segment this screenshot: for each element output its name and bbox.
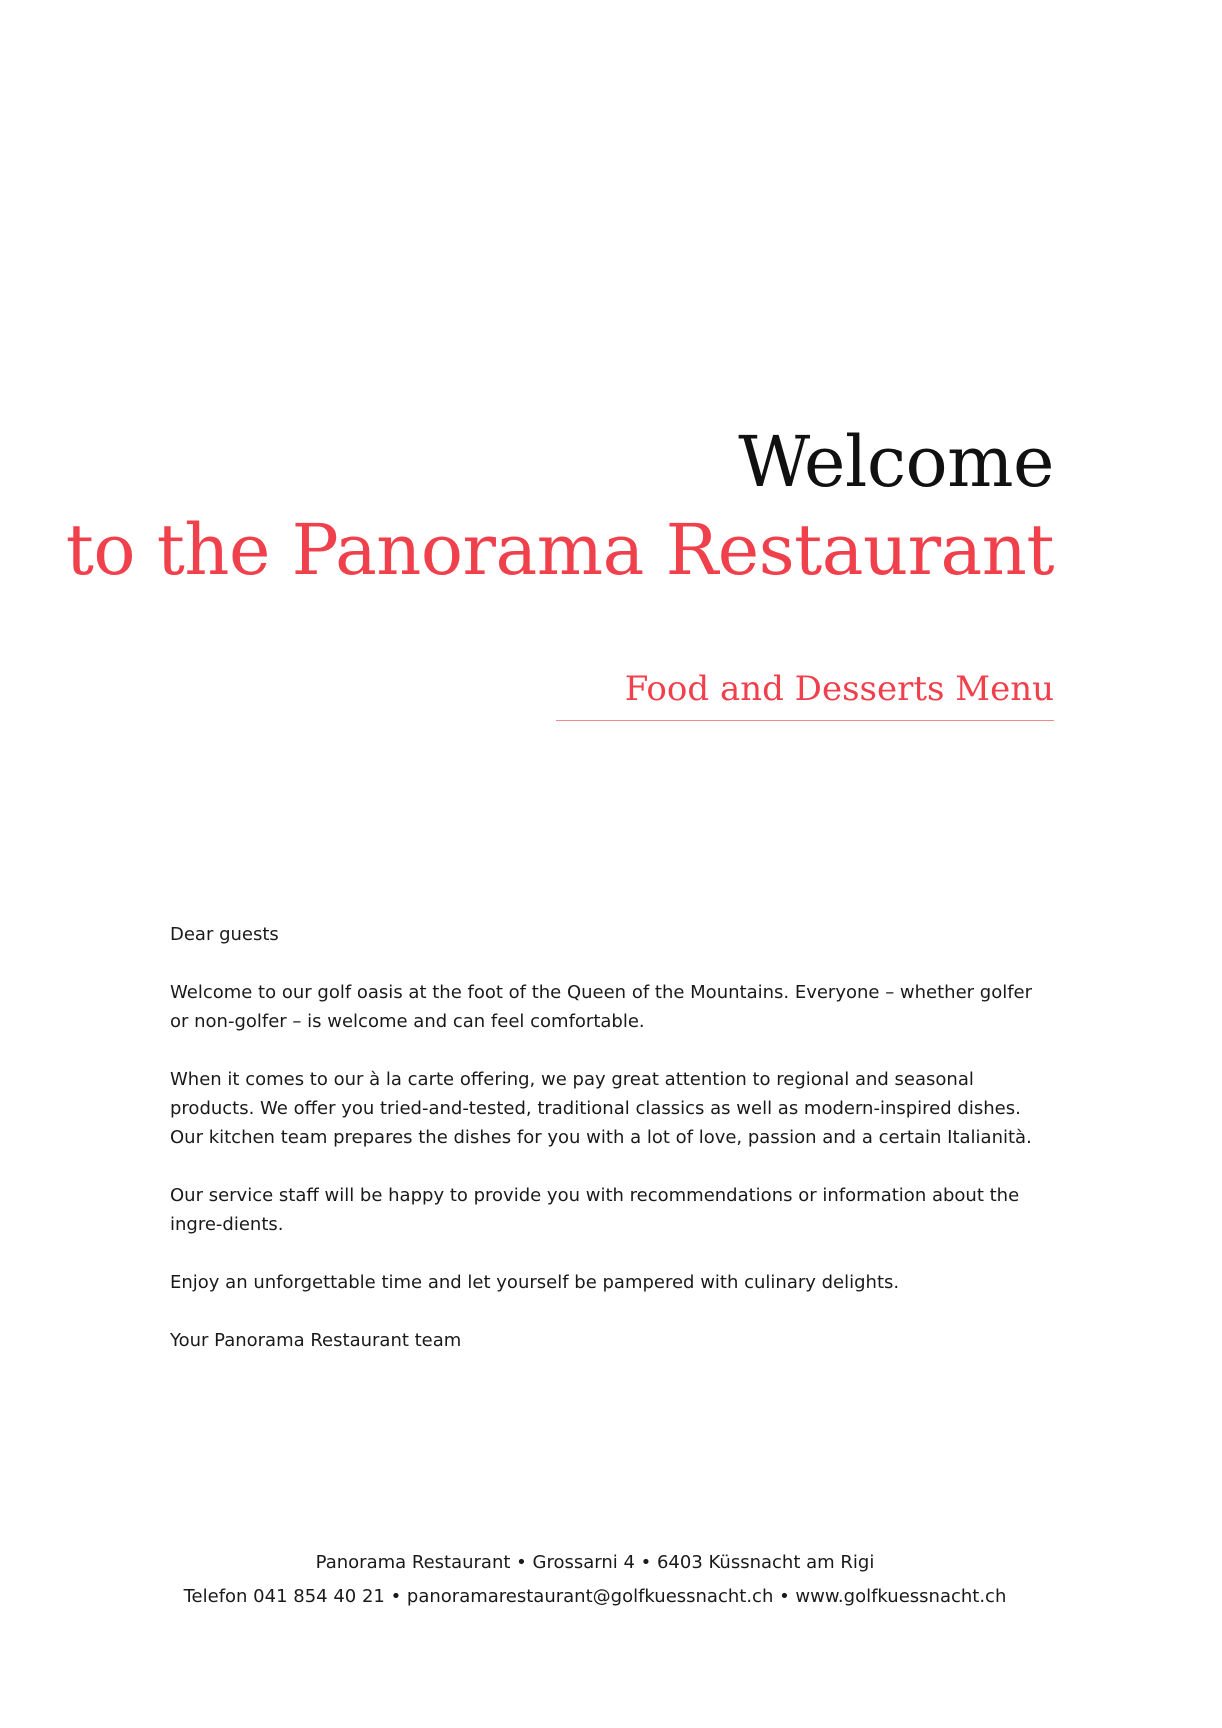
footer-contact: Telefon 041 854 40 21 • panoramarestaurant@golfkuessnacht.ch • www.golfkuessnacht.ch — [183, 1586, 1007, 1607]
letter-paragraph-3: Our service staff will be happy to provide you with recommendations or information about the ingre-dients. — [170, 1185, 1020, 1235]
letter-salutation: Dear guests — [170, 924, 279, 945]
letter-signoff: Your Panorama Restaurant team — [170, 1330, 462, 1351]
subtitle-divider — [556, 720, 1054, 721]
letter-paragraph-2: When it comes to our à la carte offering, we pay great attention to regional and seasonal products. We offer you tried-and-tested, traditional classics as well as modern-inspired dishes. Our kitchen team prepares the dishes for you with a lot of love, passion and a certain Italianità. — [170, 1069, 1032, 1148]
letter-paragraph-4: Enjoy an unforgettable time and let yourself be pampered with culinary delights. — [170, 1272, 900, 1293]
contact-footer — [0, 1546, 1190, 1614]
title-welcome: Welcome — [738, 421, 1054, 503]
welcome-letter — [170, 920, 1040, 1384]
title-restaurant-name: to the Panorama Restaurant — [65, 509, 1054, 591]
letter-paragraph-1: Welcome to our golf oasis at the foot of the Queen of the Mountains. Everyone – whether golfer or non-golfer – is welcome and can feel comfortable. — [170, 982, 1033, 1032]
menu-subtitle: Food and Desserts Menu — [624, 669, 1054, 709]
footer-address: Panorama Restaurant • Grossarni 4 • 6403 Küssnacht am Rigi — [315, 1552, 875, 1573]
